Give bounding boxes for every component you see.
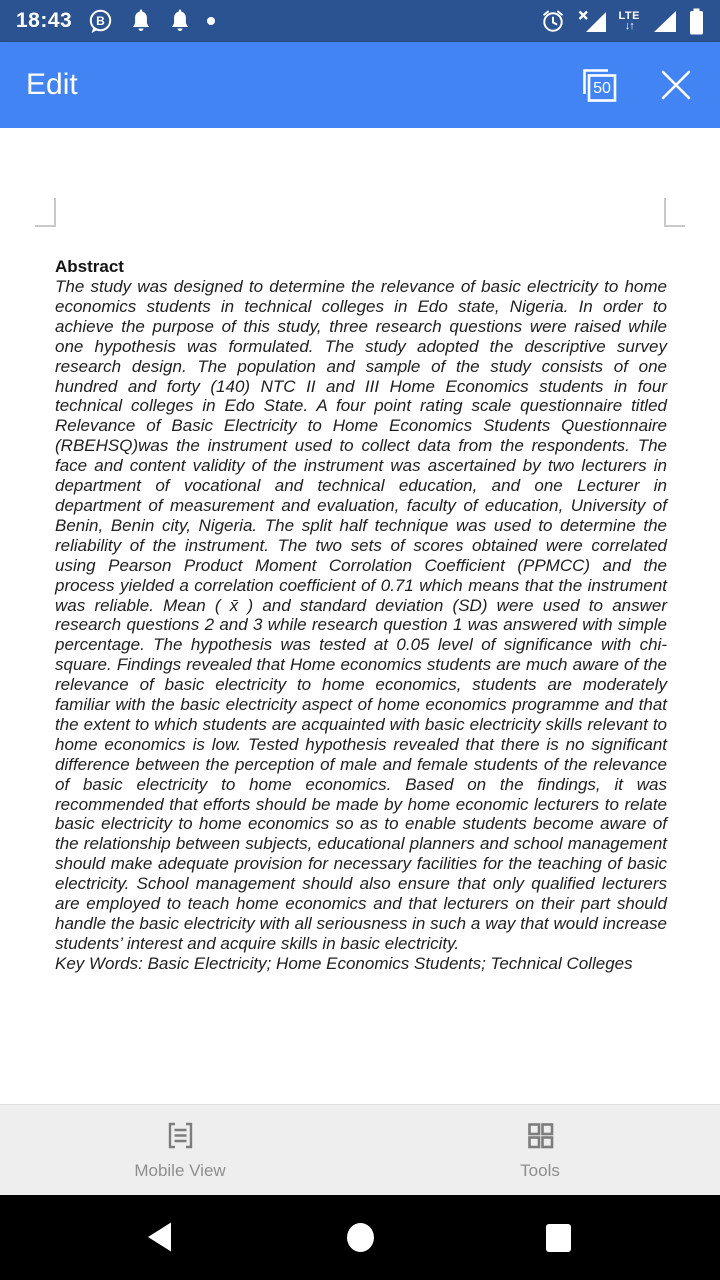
message-b-badge-icon [87,8,114,35]
android-navigation-bar [0,1195,720,1280]
clock-text: 18:43 [16,9,73,32]
lte-indicator-icon: LTE ↓↑ [618,9,640,32]
mobile-view-button[interactable] [0,1105,360,1195]
tools-grid-icon [525,1120,556,1156]
battery-icon [689,8,704,35]
bottom-toolbar [0,1104,720,1195]
cell-signal-icon [651,9,678,34]
header-actions [578,65,694,105]
close-button[interactable] [658,67,694,103]
svg-text:B: B [96,13,106,28]
tools-label: Tools [520,1160,560,1180]
status-bar-right [540,8,704,35]
notification-bell-icon [129,8,153,34]
status-bar-left [16,8,215,35]
document-content[interactable] [55,256,667,974]
app-header [0,42,720,128]
cell-signal-x-icon [577,9,608,34]
keywords-line: Key Words: Basic Electricity; Home Economics Students; Technical Colleges [55,953,633,973]
tools-button[interactable] [360,1105,720,1195]
notification-bell-icon [168,8,192,34]
alarm-clock-icon [540,8,566,34]
status-bar [0,0,720,42]
page-margin-corner-left [35,198,56,227]
page-count-button[interactable] [578,65,618,105]
abstract-heading: Abstract [55,257,124,276]
notification-dot-icon [207,17,215,25]
page-title: Edit [26,68,78,101]
mobile-view-icon [165,1120,196,1156]
mobile-view-label: Mobile View [134,1160,226,1180]
page-count-value: 50 [593,79,611,97]
nav-recents-button[interactable] [546,1224,571,1252]
abstract-paragraph: The study was designed to determine the relevance of basic electricity to home economics students in technical colleges in Edo state, Nigeria. In order to achieve the purpose of this study, three research questions were raised while one hypothesis was formulated. The study adopted the descriptive survey research design. The population and sample of the study consists of one hundred and forty (140) NTC II and III Home Economics students in four technical colleges in Edo State. A four point rating scale questionnaire titled Relevance of Basic Electricity to Home Economics Students Questionnaire (RBEHSQ)was the instrument used to collect data from the respondents. The face and content validity of the instrument was ascertained by two lecturers in department of vocational and technical education, and one Lecturer in department of measurement and evaluation, faculty of education, University of Benin, Benin city, Nigeria. The split half technique was used to determine the reliability of the instrument. The two sets of scores obtained were correlated using Pearson Product Moment Corrolation Coefficient (PPMCC) and the process yielded a correlation coefficient of 0.71 which means that the instrument was reliable. Mean ( x̄ ) and standard deviation (SD) were used to answer research questions 2 and 3 while research question 1 was answered with simple percentage. The hypothesis was tested at 0.05 level of significance with chi-square. Findings revealed that Home economics students are much aware of the relevance of basic electricity to home economics, students are moderately familiar with the basic electricity aspect of home economics programme and that the extent to which students are acquainted with basic electricity skills relevant to home economics is low. Tested hypothesis revealed that there is no significant difference between the perception of male and female students of the relevance of basic electricity to home economics. Based on the findings, it was recommended that efforts should be made by home economic lecturers to relate basic electricity to home economics so as to enable students become aware of the relationship between subjects, educational planners and school management should make adequate provision for necessary facilities for the teaching of basic electricity. School management should also ensure that only qualified lecturers are employed to teach home economics and that lecturers on their part should handle the basic electricity with all seriousness in such a way that would increase students’ interest and acquire skills in basic electricity. [55,277,667,953]
nav-home-button[interactable] [347,1223,374,1252]
page-margin-corner-right [664,198,685,227]
document-canvas[interactable] [0,128,720,1104]
nav-back-button[interactable] [146,1221,172,1258]
